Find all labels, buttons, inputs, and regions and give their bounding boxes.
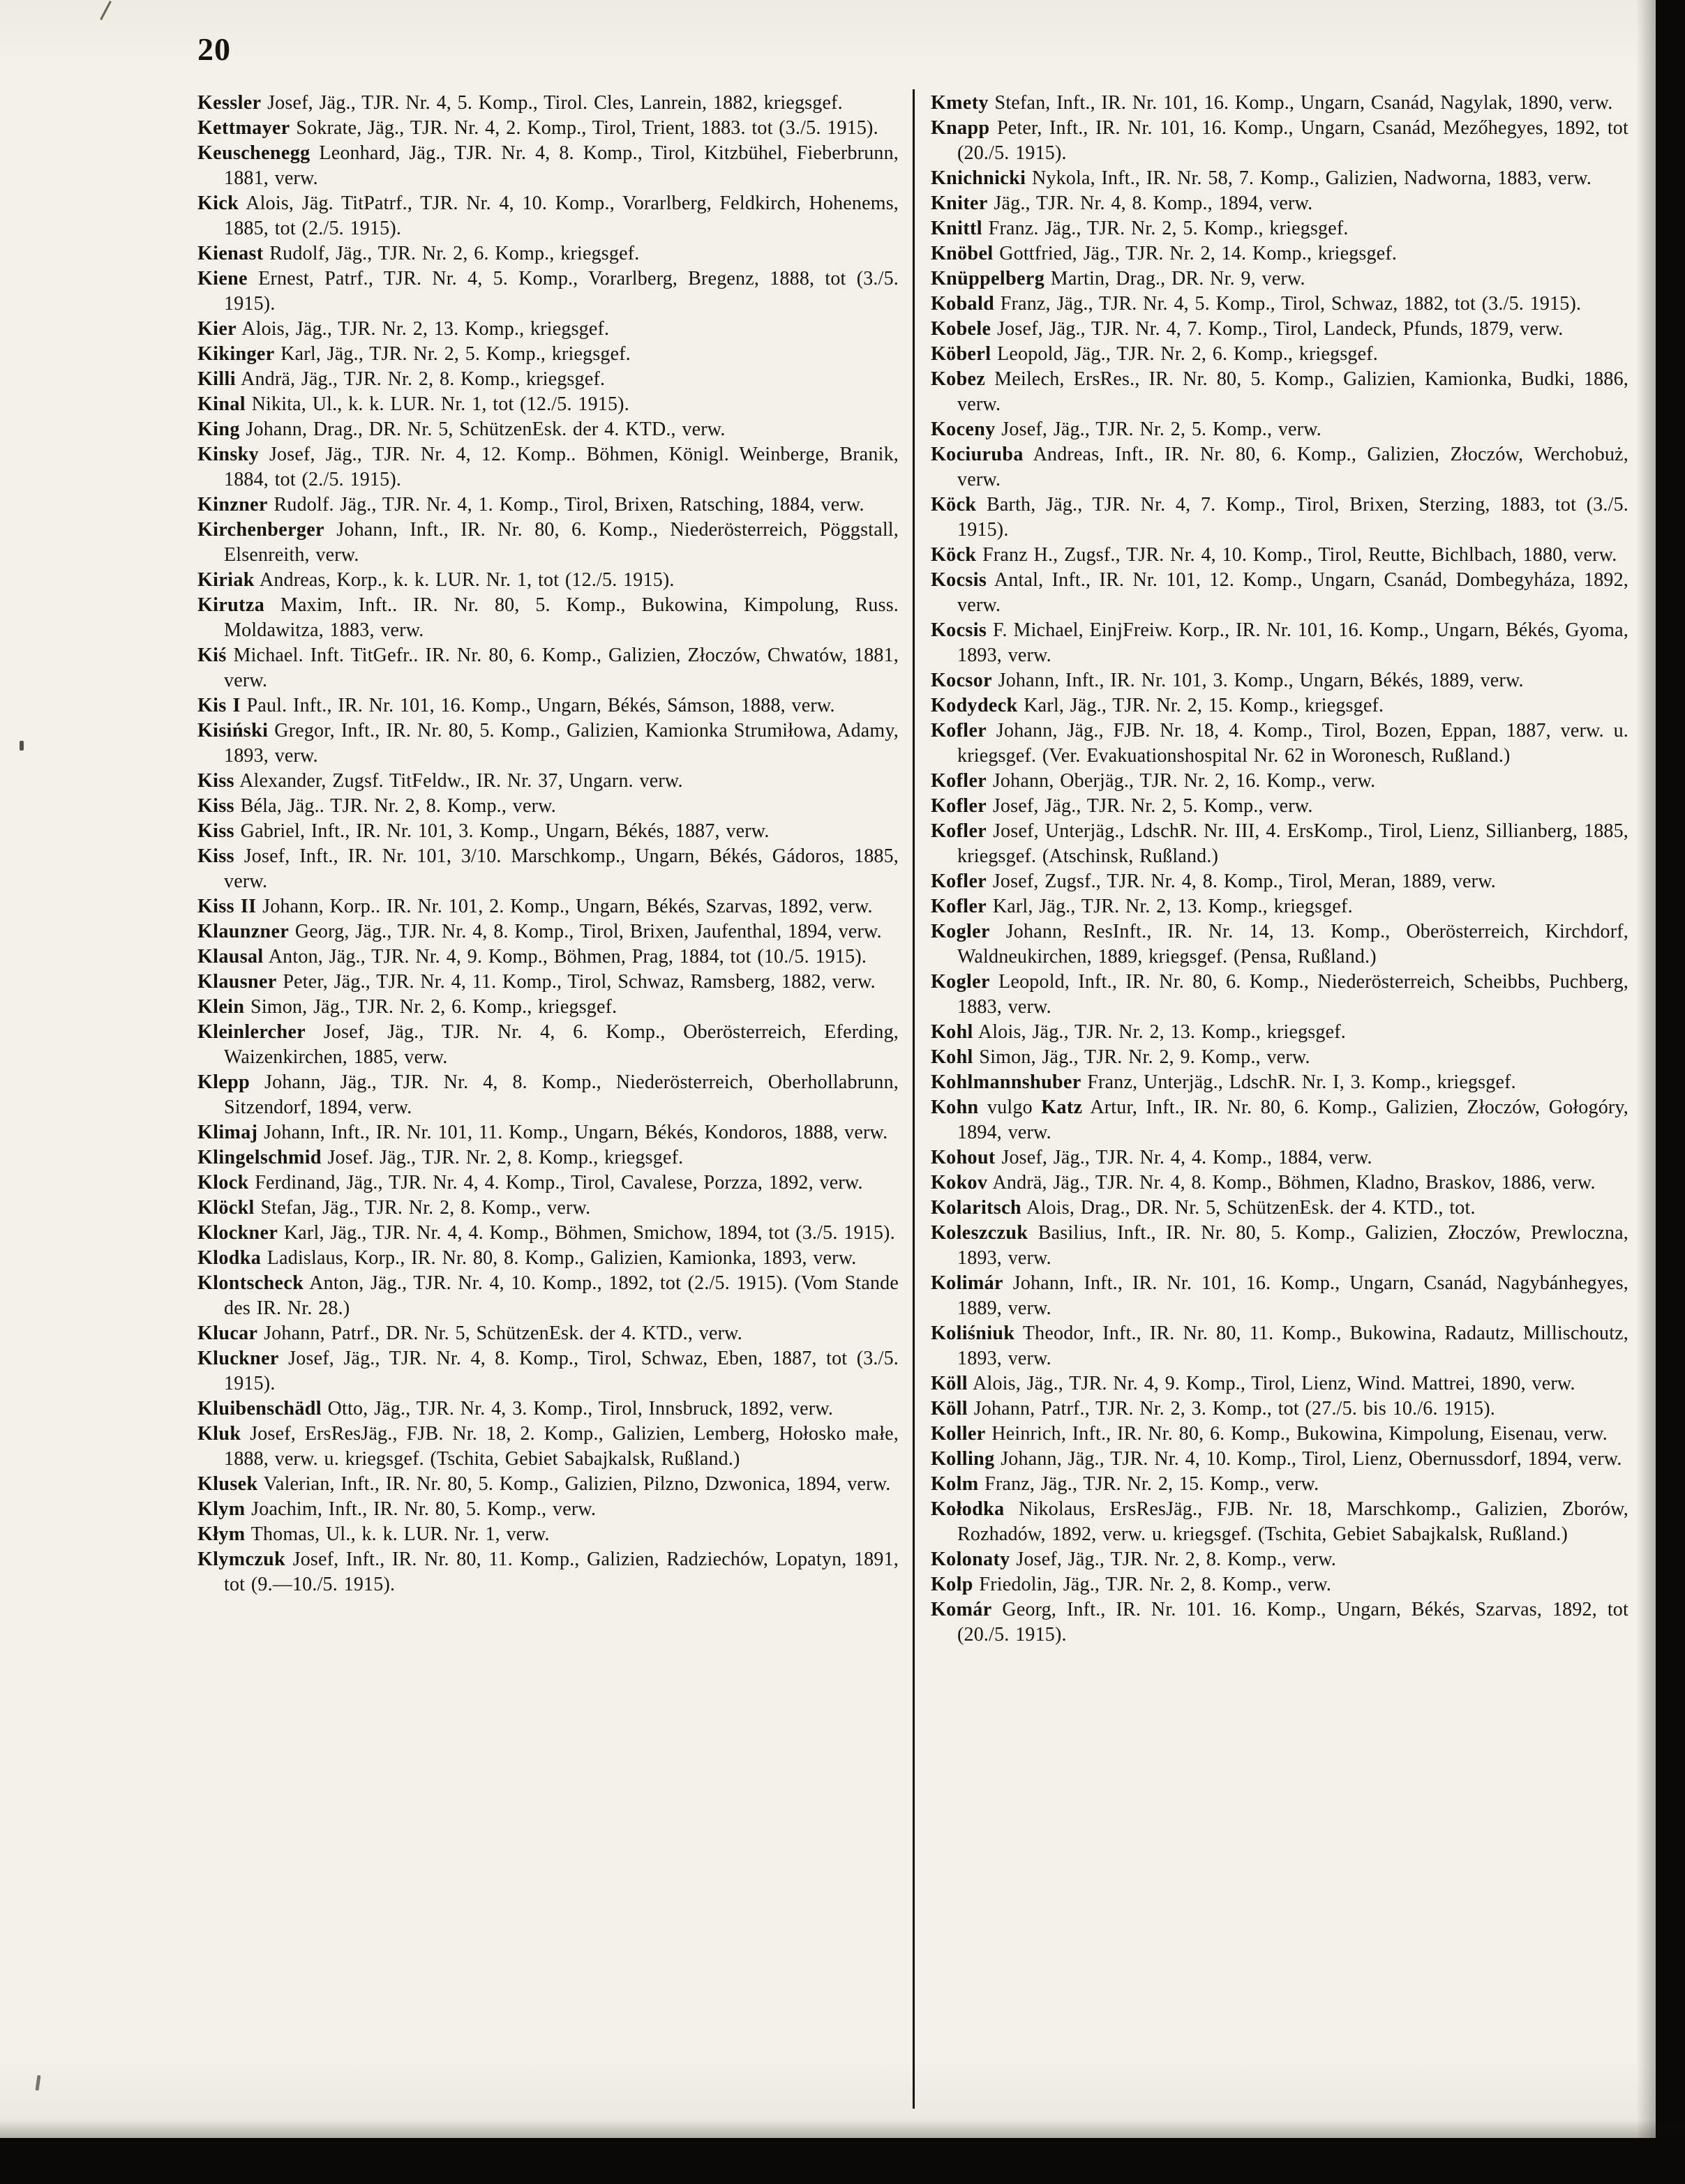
- casualty-entry: Kogler Johann, ResInft., IR. Nr. 14, 13. Komp., Oberösterreich, Kirchdorf, Waldneukirchen, 1889, kriegsgef. (Pensa, Rußland.): [931, 921, 1628, 967]
- casualty-entry: Kirutza Maxim, Inft.. IR. Nr. 80, 5. Komp., Bukowina, Kimpolung, Russ. Moldawitza, 1883, verw.: [197, 594, 899, 641]
- entry-surname: Klingelschmid: [197, 1147, 322, 1168]
- casualty-entry: Koller Heinrich, Inft., IR. Nr. 80, 6. Komp., Bukowina, Kimpolung, Eisenau, verw.: [931, 1423, 1608, 1445]
- entry-surname: Kienast: [197, 243, 264, 264]
- entry-surname: Kiss: [197, 820, 234, 842]
- entry-surname: Knapp: [931, 117, 990, 139]
- entry-surname: Köck: [931, 494, 977, 515]
- entry-surname: Klaunzner: [197, 921, 290, 942]
- casualty-entry: Koceny Josef, Jäg., TJR. Nr. 2, 5. Komp., verw.: [931, 419, 1322, 440]
- entry-surname: Kisiński: [197, 720, 269, 741]
- entry-surname: Kohn: [931, 1097, 979, 1118]
- casualty-entry: Kick Alois, Jäg. TitPatrf., TJR. Nr. 4, 10. Komp., Vorarlberg, Feldkirch, Hohenems, 1885, tot (2./5. 1915).: [197, 193, 899, 239]
- entry-surname: Kogler: [931, 971, 990, 993]
- casualty-entry: Klusek Valerian, Inft., IR. Nr. 80, 5. Komp., Galizien, Pilzno, Dzwonica, 1894, verw.: [197, 1473, 891, 1495]
- entry-surname: Killi: [197, 368, 236, 390]
- casualty-entry: Kirchenberger Johann, Inft., IR. Nr. 80, 6. Komp., Niederösterreich, Pöggstall, Elsenreith, verw.: [197, 519, 899, 566]
- casualty-entry: Kiss Béla, Jäg.. TJR. Nr. 2, 8. Komp., verw.: [197, 795, 556, 817]
- entry-surname: Kohlmannshuber: [931, 1071, 1081, 1093]
- casualty-entry: Kiene Ernest, Patrf., TJR. Nr. 4, 5. Komp., Vorarlberg, Bregenz, 1888, tot (3./5. 1915).: [197, 268, 899, 315]
- paper-edge-shadow-bottom: [0, 2120, 1685, 2138]
- casualty-entry: Kobald Franz, Jäg., TJR. Nr. 4, 5. Komp., Tirol, Schwaz, 1882, tot (3./5. 1915).: [931, 293, 1582, 315]
- entry-surname: Kohout: [931, 1147, 996, 1168]
- entry-surname: Kolaritsch: [931, 1197, 1021, 1219]
- entry-surname: Klausal: [197, 946, 264, 967]
- casualty-entry: Klepp Johann, Jäg., TJR. Nr. 4, 8. Komp., Niederösterreich, Oberhollabrunn, Sitzendorf, 1894, verw.: [197, 1071, 899, 1118]
- casualty-entry: King Johann, Drag., DR. Nr. 5, SchützenEsk. der 4. KTD., verw.: [197, 419, 726, 440]
- entry-surname: Kofler: [931, 770, 987, 792]
- entry-surname: Klausner: [197, 971, 277, 993]
- casualty-entry: Köll Alois, Jäg., TJR. Nr. 4, 9. Komp., Tirol, Lienz, Wind. Mattrei, 1890, verw.: [931, 1373, 1575, 1394]
- casualty-entry: Kłym Thomas, Ul., k. k. LUR. Nr. 1, verw.: [197, 1523, 550, 1545]
- casualty-entry: Klym Joachim, Inft., IR. Nr. 80, 5. Komp., verw.: [197, 1498, 597, 1520]
- casualty-entry: Klodka Ladislaus, Korp., IR. Nr. 80, 8. Komp., Galizien, Kamionka, 1893, verw.: [197, 1247, 857, 1269]
- entry-surname: Kodydeck: [931, 695, 1018, 716]
- entry-surname: Kobele: [931, 318, 991, 340]
- entry-surname: Klontscheck: [197, 1272, 304, 1294]
- entry-surname: Kofler: [931, 720, 987, 741]
- casualty-entry: Kobele Josef, Jäg., TJR. Nr. 4, 7. Komp., Tirol, Landeck, Pfunds, 1879, verw.: [931, 318, 1564, 340]
- entry-surname: Kiss: [197, 845, 234, 867]
- scan-edge-bottom: [0, 2138, 1685, 2184]
- casualty-entry: Kolm Franz, Jäg., TJR. Nr. 2, 15. Komp., verw.: [931, 1473, 1319, 1495]
- casualty-entry: Killi Andrä, Jäg., TJR. Nr. 2, 8. Komp., kriegsgef.: [197, 368, 606, 390]
- entry-surname: Kluk: [197, 1423, 241, 1445]
- entry-surname: Komár: [931, 1599, 992, 1620]
- casualty-entry: Kluk Josef, ErsResJäg., FJB. Nr. 18, 2. Komp., Galizien, Lemberg, Hołosko małe, 1888, verw. u. kriegsgef. (Tschita, Gebiet Sabajkalsk, Rußland.): [197, 1423, 899, 1470]
- entry-surname: Kofler: [931, 795, 987, 817]
- casualty-entry: Köll Johann, Patrf., TJR. Nr. 2, 3. Komp., tot (27./5. bis 10./6. 1915).: [931, 1398, 1495, 1419]
- scan-artifact: [35, 2075, 40, 2091]
- entry-surname: Kołodka: [931, 1498, 1005, 1520]
- entry-surname: Köberl: [931, 343, 991, 365]
- casualty-entry: Knüppelberg Martin, Drag., DR. Nr. 9, verw.: [931, 268, 1305, 289]
- entry-surname: Koliśniuk: [931, 1323, 1015, 1344]
- entry-surname: Kiss: [197, 795, 234, 817]
- casualty-entry: Kohout Josef, Jäg., TJR. Nr. 4, 4. Komp., 1884, verw.: [931, 1147, 1372, 1168]
- entry-surname: Klimaj: [197, 1122, 258, 1143]
- entry-surname: Knöbel: [931, 243, 994, 264]
- casualty-entry: Kolimár Johann, Inft., IR. Nr. 101, 16. Komp., Ungarn, Csanád, Nagybánhegyes, 1889, verw.: [931, 1272, 1628, 1319]
- casualty-entry: Knichnicki Nykola, Inft., IR. Nr. 58, 7. Komp., Galizien, Nadworna, 1883, verw.: [931, 167, 1592, 189]
- entry-surname: Klöckl: [197, 1197, 255, 1219]
- entry-surname: Kniter: [931, 193, 988, 214]
- casualty-entry: Köck Franz H., Zugsf., TJR. Nr. 4, 10. Komp., Tirol, Reutte, Bichlbach, 1880, verw.: [931, 544, 1617, 566]
- casualty-entry: Kolp Friedolin, Jäg., TJR. Nr. 2, 8. Komp., verw.: [931, 1574, 1332, 1595]
- entry-surname: Klucar: [197, 1323, 258, 1344]
- entry-surname: Kiss II: [197, 896, 257, 917]
- casualty-entry: Klausal Anton, Jäg., TJR. Nr. 4, 9. Komp., Böhmen, Prag, 1884, tot (10./5. 1915).: [197, 946, 867, 967]
- casualty-entry: Kogler Leopold, Inft., IR. Nr. 80, 6. Komp., Niederösterreich, Scheibbs, Puchberg, 1883, verw.: [931, 971, 1628, 1018]
- entry-alias-surname: Katz: [1041, 1097, 1083, 1118]
- entry-surname: Kolp: [931, 1574, 973, 1595]
- casualty-entry: Kocsis F. Michael, EinjFreiw. Korp., IR. Nr. 101, 16. Komp., Ungarn, Békés, Gyoma, 1893, verw.: [931, 619, 1628, 666]
- entry-surname: Kokov: [931, 1172, 988, 1193]
- casualty-entry: Kocsor Johann, Inft., IR. Nr. 101, 3. Komp., Ungarn, Békés, 1889, verw.: [931, 670, 1524, 691]
- entry-surname: Kofler: [931, 820, 987, 842]
- casualty-entry: Kiss Alexander, Zugsf. TitFeldw., IR. Nr. 37, Ungarn. verw.: [197, 770, 683, 792]
- entry-surname: Klock: [197, 1172, 249, 1193]
- casualty-entry: Kniter Jäg., TJR. Nr. 4, 8. Komp., 1894, verw.: [931, 193, 1313, 214]
- casualty-entry: Klausner Peter, Jäg., TJR. Nr. 4, 11. Komp., Tirol, Schwaz, Ramsberg, 1882, verw.: [197, 971, 876, 993]
- casualty-entry: Klimaj Johann, Inft., IR. Nr. 101, 11. Komp., Ungarn, Békés, Kondoros, 1888, verw.: [197, 1122, 888, 1143]
- casualty-entry: Köberl Leopold, Jäg., TJR. Nr. 2, 6. Komp., kriegsgef.: [931, 343, 1378, 365]
- casualty-entry: Kofler Karl, Jäg., TJR. Nr. 2, 13. Komp., kriegsgef.: [931, 896, 1353, 917]
- entry-surname: Kinsky: [197, 444, 259, 465]
- entry-surname: Knüppelberg: [931, 268, 1045, 289]
- casualty-entry: Klock Ferdinand, Jäg., TJR. Nr. 4, 4. Komp., Tirol, Cavalese, Porzza, 1892, verw.: [197, 1172, 863, 1193]
- entry-surname: Kiriak: [197, 569, 255, 591]
- column-left: [197, 91, 899, 2117]
- entry-surname: Kohl: [931, 1046, 973, 1068]
- entry-surname: Kluckner: [197, 1348, 279, 1369]
- entry-surname: Kinal: [197, 393, 246, 415]
- entry-surname: Kirchenberger: [197, 519, 324, 541]
- casualty-entry: Kofler Josef, Zugsf., TJR. Nr. 4, 8. Komp., Tirol, Meran, 1889, verw.: [931, 871, 1497, 892]
- scan-artifact: [20, 741, 24, 751]
- casualty-entry: Knittl Franz. Jäg., TJR. Nr. 2, 5. Komp., kriegsgef.: [931, 218, 1349, 239]
- casualty-entry: Kleinlercher Josef, Jäg., TJR. Nr. 4, 6. Komp., Oberösterreich, Eferding, Waizenkirchen, 1885, verw.: [197, 1021, 899, 1068]
- entry-surname: Kikinger: [197, 343, 275, 365]
- casualty-entry: Koleszczuk Basilius, Inft., IR. Nr. 80, 5. Komp., Galizien, Złoczów, Prewloczna, 1893, verw.: [931, 1222, 1628, 1269]
- casualty-entry: Kinal Nikita, Ul., k. k. LUR. Nr. 1, tot (12./5. 1915).: [197, 393, 629, 415]
- entry-surname: Kleinlercher: [197, 1021, 306, 1043]
- casualty-entry: Kikinger Karl, Jäg., TJR. Nr. 2, 5. Komp., kriegsgef.: [197, 343, 631, 365]
- entry-surname: Klusek: [197, 1473, 258, 1495]
- entry-surname: Kogler: [931, 921, 990, 942]
- entry-surname: Kociuruba: [931, 444, 1024, 465]
- entry-surname: Köll: [931, 1373, 968, 1394]
- casualty-entry: Kinzner Rudolf. Jäg., TJR. Nr. 4, 1. Komp., Tirol, Brixen, Ratsching, 1884, verw.: [197, 494, 864, 515]
- scan-edge-right: [1656, 0, 1685, 2184]
- entry-surname: Kolling: [931, 1448, 995, 1470]
- scan-artifact: [100, 1, 112, 20]
- entry-surname: Kluibenschädl: [197, 1398, 322, 1419]
- casualty-entry: Kinsky Josef, Jäg., TJR. Nr. 4, 12. Komp.. Böhmen, Königl. Weinberge, Branik, 1884, tot (2./5. 1915).: [197, 444, 899, 490]
- casualty-entry: Kessler Josef, Jäg., TJR. Nr. 4, 5. Komp., Tirol. Cles, Lanrein, 1882, kriegsgef.: [197, 92, 843, 114]
- casualty-entry: Klöckl Stefan, Jäg., TJR. Nr. 2, 8. Komp., verw.: [197, 1197, 591, 1219]
- entry-surname: Kinzner: [197, 494, 268, 515]
- casualty-entry: Kocsis Antal, Inft., IR. Nr. 101, 12. Komp., Ungarn, Csanád, Dombegyháza, 1892, verw.: [931, 569, 1628, 616]
- entry-surname: Knittl: [931, 218, 982, 239]
- casualty-entry: Kmety Stefan, Inft., IR. Nr. 101, 16. Komp., Ungarn, Csanád, Nagylak, 1890, verw.: [931, 92, 1613, 114]
- casualty-entry: Kohl Alois, Jäg., TJR. Nr. 2, 13. Komp., kriegsgef.: [931, 1021, 1346, 1043]
- casualty-entry: Kis I Paul. Inft., IR. Nr. 101, 16. Komp., Ungarn, Békés, Sámson, 1888, verw.: [197, 695, 835, 716]
- entry-surname: Kofler: [931, 896, 987, 917]
- column-right: [931, 91, 1628, 2117]
- casualty-entry: Kociuruba Andreas, Inft., IR. Nr. 80, 6. Komp., Galizien, Złoczów, Werchobuż, verw.: [931, 444, 1628, 490]
- casualty-entry: Kier Alois, Jäg., TJR. Nr. 2, 13. Komp., kriegsgef.: [197, 318, 610, 340]
- casualty-entry: Kiś Michael. Inft. TitGefr.. IR. Nr. 80, 6. Komp., Galizien, Złoczów, Chwatów, 1881, verw.: [197, 645, 899, 691]
- casualty-entry: Kluibenschädl Otto, Jäg., TJR. Nr. 4, 3. Komp., Tirol, Innsbruck, 1892, verw.: [197, 1398, 834, 1419]
- casualty-entry: Kofler Johann, Oberjäg., TJR. Nr. 2, 16. Komp., verw.: [931, 770, 1376, 792]
- casualty-entry: Kiss Gabriel, Inft., IR. Nr. 101, 3. Komp., Ungarn, Békés, 1887, verw.: [197, 820, 770, 842]
- casualty-entry: Kolling Johann, Jäg., TJR. Nr. 4, 10. Komp., Tirol, Lienz, Obernussdorf, 1894, verw.: [931, 1448, 1622, 1470]
- casualty-entry: Kołodka Nikolaus, ErsResJäg., FJB. Nr. 18, Marschkomp., Galizien, Zborów, Rozhadów, 1892, verw. u. kriegsgef. (Tschita, Gebiet Sabajkalsk, Rußland.): [931, 1498, 1628, 1545]
- entry-surname: Kettmayer: [197, 117, 290, 139]
- entry-surname: Klymczuk: [197, 1549, 286, 1570]
- entry-surname: Kofler: [931, 871, 987, 892]
- entry-surname: Klepp: [197, 1071, 250, 1093]
- casualty-entry: Kohlmannshuber Franz, Unterjäg., LdschR. Nr. I, 3. Komp., kriegsgef.: [931, 1071, 1516, 1093]
- entry-surname: Kiś: [197, 645, 227, 666]
- casualty-entry: Knöbel Gottfried, Jäg., TJR. Nr. 2, 14. Komp., kriegsgef.: [931, 243, 1398, 264]
- entry-surname: Kocsis: [931, 569, 987, 591]
- entry-surname: Klodka: [197, 1247, 262, 1269]
- entry-surname: Kick: [197, 193, 239, 214]
- casualty-entry: Komár Georg, Inft., IR. Nr. 101. 16. Komp., Ungarn, Békés, Szarvas, 1892, tot (20./5. 1915).: [931, 1599, 1628, 1645]
- entry-surname: Kolimár: [931, 1272, 1003, 1294]
- entry-surname: Kolm: [931, 1473, 979, 1495]
- casualty-entry: Klontscheck Anton, Jäg., TJR. Nr. 4, 10. Komp., 1892, tot (2./5. 1915). (Vom Stande des IR. Nr. 28.): [197, 1272, 899, 1319]
- casualty-entry: Kolaritsch Alois, Drag., DR. Nr. 5, SchützenEsk. der 4. KTD., tot.: [931, 1197, 1476, 1219]
- entry-surname: Klockner: [197, 1222, 278, 1244]
- casualty-entry: Kohn vulgo Katz Artur, Inft., IR. Nr. 80, 6. Komp., Galizien, Złoczów, Gołogóry, 1894, verw.: [931, 1097, 1628, 1143]
- entry-surname: Kocsor: [931, 670, 992, 691]
- entry-surname: Kocsis: [931, 619, 987, 641]
- page-number: 20: [197, 31, 231, 67]
- casualty-entry: Klein Simon, Jäg., TJR. Nr. 2, 6. Komp., kriegsgef.: [197, 996, 617, 1018]
- entry-surname: Kier: [197, 318, 237, 340]
- casualty-entry: Klockner Karl, Jäg., TJR. Nr. 4, 4. Komp., Böhmen, Smichow, 1894, tot (3./5. 1915).: [197, 1222, 895, 1244]
- casualty-entry: Kofler Josef, Jäg., TJR. Nr. 2, 5. Komp., verw.: [931, 795, 1313, 817]
- entry-surname: Kłym: [197, 1523, 246, 1545]
- casualty-entry: Klingelschmid Josef. Jäg., TJR. Nr. 2, 8. Komp., kriegsgef.: [197, 1147, 684, 1168]
- entry-surname: Koller: [931, 1423, 986, 1445]
- entry-surname: Kolonaty: [931, 1549, 1010, 1570]
- casualty-entry: Keuschenegg Leonhard, Jäg., TJR. Nr. 4, 8. Komp., Tirol, Kitzbühel, Fieberbrunn, 1881, verw.: [197, 142, 899, 189]
- entry-surname: Koceny: [931, 419, 996, 440]
- casualty-entry: Klaunzner Georg, Jäg., TJR. Nr. 4, 8. Komp., Tirol, Brixen, Jaufenthal, 1894, verw.: [197, 921, 882, 942]
- entry-surname: Kessler: [197, 92, 262, 114]
- casualty-entry: Koliśniuk Theodor, Inft., IR. Nr. 80, 11. Komp., Bukowina, Radautz, Millischoutz, 1893, verw.: [931, 1323, 1628, 1369]
- entry-surname: Kobez: [931, 368, 986, 390]
- casualty-entry: Klymczuk Josef, Inft., IR. Nr. 80, 11. Komp., Galizien, Radziechów, Lopatyn, 1891, tot (9.—10./5. 1915).: [197, 1549, 899, 1595]
- casualty-entry: Köck Barth, Jäg., TJR. Nr. 4, 7. Komp., Tirol, Brixen, Sterzing, 1883, tot (3./5. 1915).: [931, 494, 1628, 541]
- casualty-entry: Kettmayer Sokrate, Jäg., TJR. Nr. 4, 2. Komp., Tirol, Trient, 1883. tot (3./5. 1915).: [197, 117, 878, 139]
- entry-surname: Klein: [197, 996, 245, 1018]
- casualty-entry: Klucar Johann, Patrf., DR. Nr. 5, SchützenEsk. der 4. KTD., verw.: [197, 1323, 742, 1344]
- entry-surname: Kohl: [931, 1021, 973, 1043]
- casualty-entry: Kodydeck Karl, Jäg., TJR. Nr. 2, 15. Komp., kriegsgef.: [931, 695, 1384, 716]
- entry-surname: Koleszczuk: [931, 1222, 1028, 1244]
- casualty-entry: Kiriak Andreas, Korp., k. k. LUR. Nr. 1, tot (12./5. 1915).: [197, 569, 675, 591]
- column-divider: [913, 89, 915, 2109]
- casualty-entry: Kokov Andrä, Jäg., TJR. Nr. 4, 8. Komp., Böhmen, Kladno, Braskov, 1886, verw.: [931, 1172, 1596, 1193]
- entry-surname: Kiene: [197, 268, 248, 289]
- entry-surname: Klym: [197, 1498, 246, 1520]
- casualty-entry: Kisiński Gregor, Inft., IR. Nr. 80, 5. Komp., Galizien, Kamionka Strumiłowa, Adamy, 1893, verw.: [197, 720, 899, 767]
- casualty-entry: Kobez Meilech, ErsRes., IR. Nr. 80, 5. Komp., Galizien, Kamionka, Budki, 1886, verw.: [931, 368, 1628, 415]
- entry-surname: King: [197, 419, 240, 440]
- casualty-entry: Kienast Rudolf, Jäg., TJR. Nr. 2, 6. Komp., kriegsgef.: [197, 243, 640, 264]
- paper-edge-shadow-right: [1636, 0, 1656, 2184]
- casualty-entry: Kolonaty Josef, Jäg., TJR. Nr. 2, 8. Komp., verw.: [931, 1549, 1337, 1570]
- casualty-entry: Kiss II Johann, Korp.. IR. Nr. 101, 2. Komp., Ungarn, Békés, Szarvas, 1892, verw.: [197, 896, 873, 917]
- casualty-entry: Kofler Josef, Unterjäg., LdschR. Nr. III, 4. ErsKomp., Tirol, Lienz, Sillianberg, 1885, kriegsgef. (Atschinsk, Rußland.): [931, 820, 1628, 867]
- entry-surname: Köck: [931, 544, 977, 566]
- entry-surname: Kmety: [931, 92, 989, 114]
- entry-surname: Knichnicki: [931, 167, 1026, 189]
- entry-surname: Kis I: [197, 695, 241, 716]
- entry-surname: Köll: [931, 1398, 968, 1419]
- entry-surname: Kirutza: [197, 594, 265, 616]
- casualty-entry: Kofler Johann, Jäg., FJB. Nr. 18, 4. Komp., Tirol, Bozen, Eppan, 1887, verw. u. kriegsgef. (Ver. Evakuationshospital Nr. 62 in Woronesch, Rußland.): [931, 720, 1628, 767]
- entry-surname: Keuschenegg: [197, 142, 310, 164]
- casualty-entry: Kiss Josef, Inft., IR. Nr. 101, 3/10. Marschkomp., Ungarn, Békés, Gádoros, 1885, verw.: [197, 845, 899, 892]
- casualty-entry: Kluckner Josef, Jäg., TJR. Nr. 4, 8. Komp., Tirol, Schwaz, Eben, 1887, tot (3./5. 1915).: [197, 1348, 899, 1394]
- casualty-entry: Kohl Simon, Jäg., TJR. Nr. 2, 9. Komp., verw.: [931, 1046, 1310, 1068]
- casualty-entry: Knapp Peter, Inft., IR. Nr. 101, 16. Komp., Ungarn, Csanád, Mezőhegyes, 1892, tot (20./5. 1915).: [931, 117, 1628, 164]
- entry-surname: Kobald: [931, 293, 995, 315]
- entry-surname: Kiss: [197, 770, 234, 792]
